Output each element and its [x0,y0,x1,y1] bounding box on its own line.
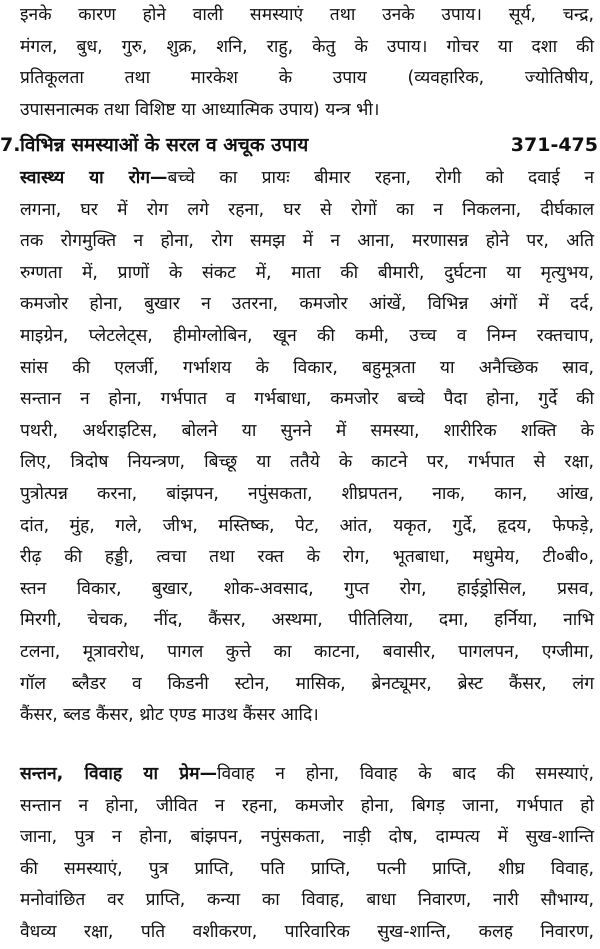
text-line: माइग्रेन, प्लेटलेट्स, हीमोग्लोबिन, खून की कमी, उच्च व निम्न रक्तचाप, [20,325,594,346]
text-line: की समस्याएं, पुत्र प्राप्ति, पति प्राप्ति, पत्नी प्राप्ति, शीघ्र विवाह, [20,858,594,879]
section-lead: सन्तन, विवाह या प्रेम— [20,764,217,784]
chapter-heading [0,130,600,160]
chapter-title: विभिन्न समस्याओं के सरल व अचूक उपाय [20,134,309,156]
text-line: सन्तान न होना, जीवित न रहना, कमजोर होना, बिगड़ जाना, गर्भपात हो [20,795,594,816]
text-line: मंगल, बुध, गुरु, शुक्र, शनि, राहु, केतु के उपाय। गोचर या दशा की [20,36,594,57]
text-line: पुत्रोत्पन्न करना, बांझपन, नपुंसकता, शीघ्रपतन, नाक, कान, आंख, [20,483,594,504]
text-line: लिए, त्रिदोष नियन्त्रण, बिच्छू या ततैये के काटने पर, गर्भपात से रक्षा, [20,452,594,473]
text-line: कैंसर, ब्लड कैंसर, थ्रोट एण्ड माउथ कैंसर आदि। [20,705,319,726]
text-line: लगना, घर में रोग लगे रहना, घर से रोगों का न निकलना, दीर्घकाल [20,199,594,220]
chapter-page-range: 371-475 [510,134,598,156]
text-line: तक रोगमुक्ति न होना, रोग समझ में न आना, मरणासन्न होने पर, अति [20,231,594,252]
section-health [20,163,594,732]
text-line: मनोवांछित वर प्राप्ति, कन्या का विवाह, बाधा निवारण, नारी सौभाग्य, [20,890,594,911]
continuation-paragraph [20,0,594,126]
text-line: जाना, पुत्र न होना, बांझपन, नपुंसकता, नाड़ी दोष, दाम्पत्य में सुख-शान्ति [20,827,594,848]
text-line: कमजोर होना, बुखार न उतरना, कमजोर आंखें, विभिन्न अंगों में दर्द, [20,294,594,315]
text-line: टलना, मूत्रावरोध, पागल कुत्ते का काटना, बवासीर, पागलपन, एग्जीमा, [20,641,594,662]
text-line: सांस की एलर्जी, गर्भाशय के विकार, बहुमूत्रता या अनैच्छिक स्राव, [20,357,594,378]
text-line [20,759,594,791]
section-children-marriage [20,759,594,949]
text-line: प्रतिकूलता तथा मारकेश के उपाय (व्यवहारिक, ज्योतिषीय, [20,68,594,89]
text-line: रुग्णता में, प्राणों के संकट में, माता की बीमारी, दुर्घटना या मृत्युभय, [20,262,594,283]
text-line: गॉल ब्लैडर व किडनी स्टोन, मासिक, ब्रेनट्यूमर, ब्रेस्ट कैंसर, लंग [20,673,594,694]
section-first-line: विवाह न होना, विवाह के बाद की समस्याएं, [216,764,594,784]
text-line: उपासनात्मक तथा विशिष्ट या आध्यात्मिक उपाय) यन्त्र भी। [20,99,380,120]
chapter-number: 7. [0,134,21,156]
text-line [20,163,594,195]
text-line: स्तन विकार, बुखार, शोक-अवसाद, गुप्त रोग, हाईड्रोसिल, प्रसव, [20,578,594,599]
text-line: मिरगी, चेचक, नींद, कैंसर, अस्थमा, पीतिलिया, दमा, हर्निया, नाभि [20,610,594,631]
section-first-line: बच्चे का प्रायः बीमार रहना, रोगी को दवाई न [167,168,595,188]
text-line: इनके कारण होने वाली समस्याएं तथा उनके उपाय। सूर्य, चन्द्र, [20,5,594,25]
text-line: वैधव्य रक्षा, पति वशीकरण, पारिवारिक सुख-शान्ति, कलह निवारण, [20,921,594,942]
text-line: सन्तान न होना, गर्भपात व गर्भबाधा, कमजोर बच्चे पैदा होना, गुर्दे की [20,389,594,410]
text-line: पथरी, अर्थराइटिस, बोलने या सुनने में समस्या, शारीरिक शक्ति के [20,420,594,441]
text-line: दांत, मुंह, गले, जीभ, मस्तिष्क, पेट, आंत, यकृत, गुर्दे, हृदय, फेफड़े, [20,515,594,536]
section-lead: स्वास्थ्य या रोग— [20,168,168,188]
text-line: रीढ़ की हड्डी, त्वचा तथा रक्त के रोग, भूतबाधा, मधुमेय, टी०बी०, [20,547,594,568]
